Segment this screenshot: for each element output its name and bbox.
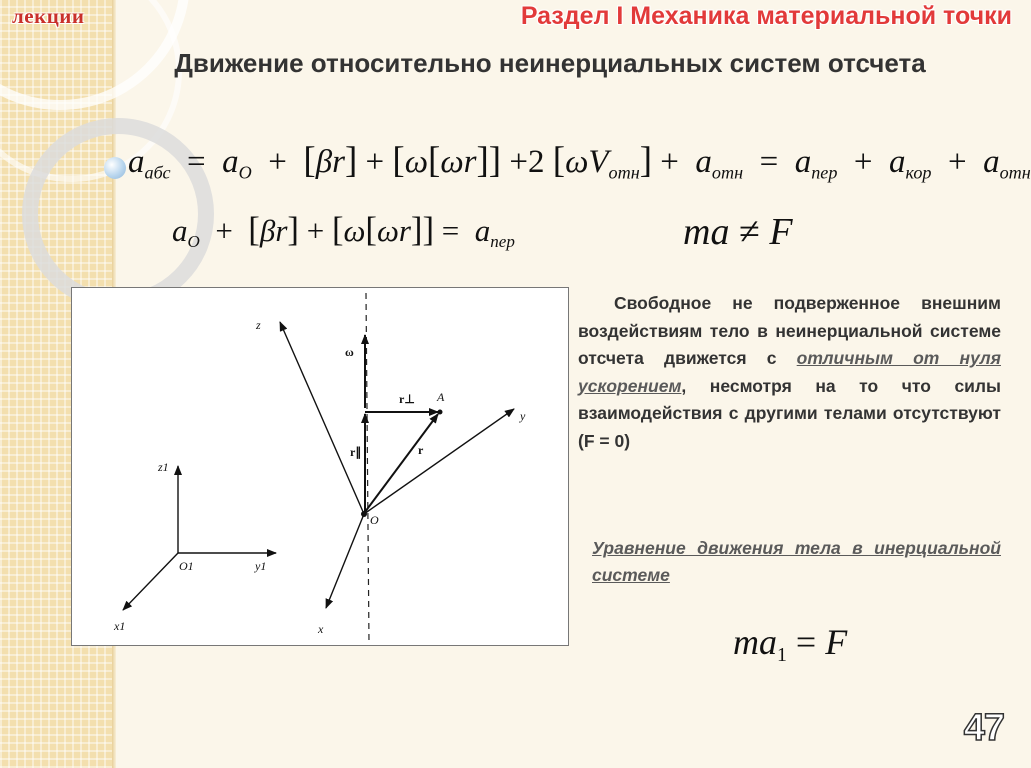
O1-label: O1 (179, 559, 194, 573)
newton-noninertial-formula: ma ≠ F (683, 211, 793, 253)
O-label: O (370, 513, 379, 527)
bullet-icon (104, 157, 126, 179)
origin-O (361, 511, 367, 517)
r-perp-label: r⊥ (399, 392, 415, 406)
z1-label: z1 (158, 460, 169, 474)
r-par-label: r∥ (350, 445, 362, 459)
x1-axis (123, 553, 178, 610)
reference-frames-diagram (72, 288, 568, 645)
section-title: Раздел I Механика материальной точки (520, 2, 1012, 30)
inertial-equation-caption: Уравнение движения тела в инерциальной системе (592, 538, 1001, 585)
rotation-axis-line (366, 293, 369, 643)
y1-label: y1 (255, 559, 267, 573)
absolute-acceleration-formula: $a_{абс} = a_O + [\beta r] + [\omega[\omega r]] +2$ $[\omega V_{отн}] + a_{отн} = a_{пер} + a_{кор} + a_{отн}$ (128, 139, 1031, 183)
reference-frames-figure (71, 287, 569, 646)
r-label: r (418, 443, 424, 457)
A-label: A (437, 390, 445, 404)
x-axis (326, 514, 364, 608)
x-axis-label: x (318, 622, 324, 636)
point-A (438, 410, 443, 415)
emphasis-text: отличным от нуля ускорением (578, 348, 1001, 396)
transport-acceleration-formula: $a_O + [\beta r] + [\omega[\omega r]] = a_{пер}$ (172, 210, 515, 251)
y-axis-label: y (520, 409, 526, 423)
x1-label: x1 (114, 619, 126, 633)
z-axis-label: z (256, 318, 261, 332)
description-paragraph: Свободное не подверженное внешним воздействиям тело в неинерциальной системе отсчета движется с отличным от нуля ускорением, несмотря на то что силы взаимодействия с другими телами отсутствуют (F = 0) (578, 293, 1001, 451)
r-vector (365, 414, 438, 512)
lectures-label[interactable]: лекции (12, 4, 85, 28)
slide-title: Движение относительно неинерциальных систем отсчета (174, 48, 926, 78)
page-number: 47 (963, 707, 1004, 749)
newton-inertial-formula: $ma_1 = F$ (733, 622, 848, 666)
omega-label: ω (345, 345, 354, 359)
y-axis (364, 409, 514, 514)
